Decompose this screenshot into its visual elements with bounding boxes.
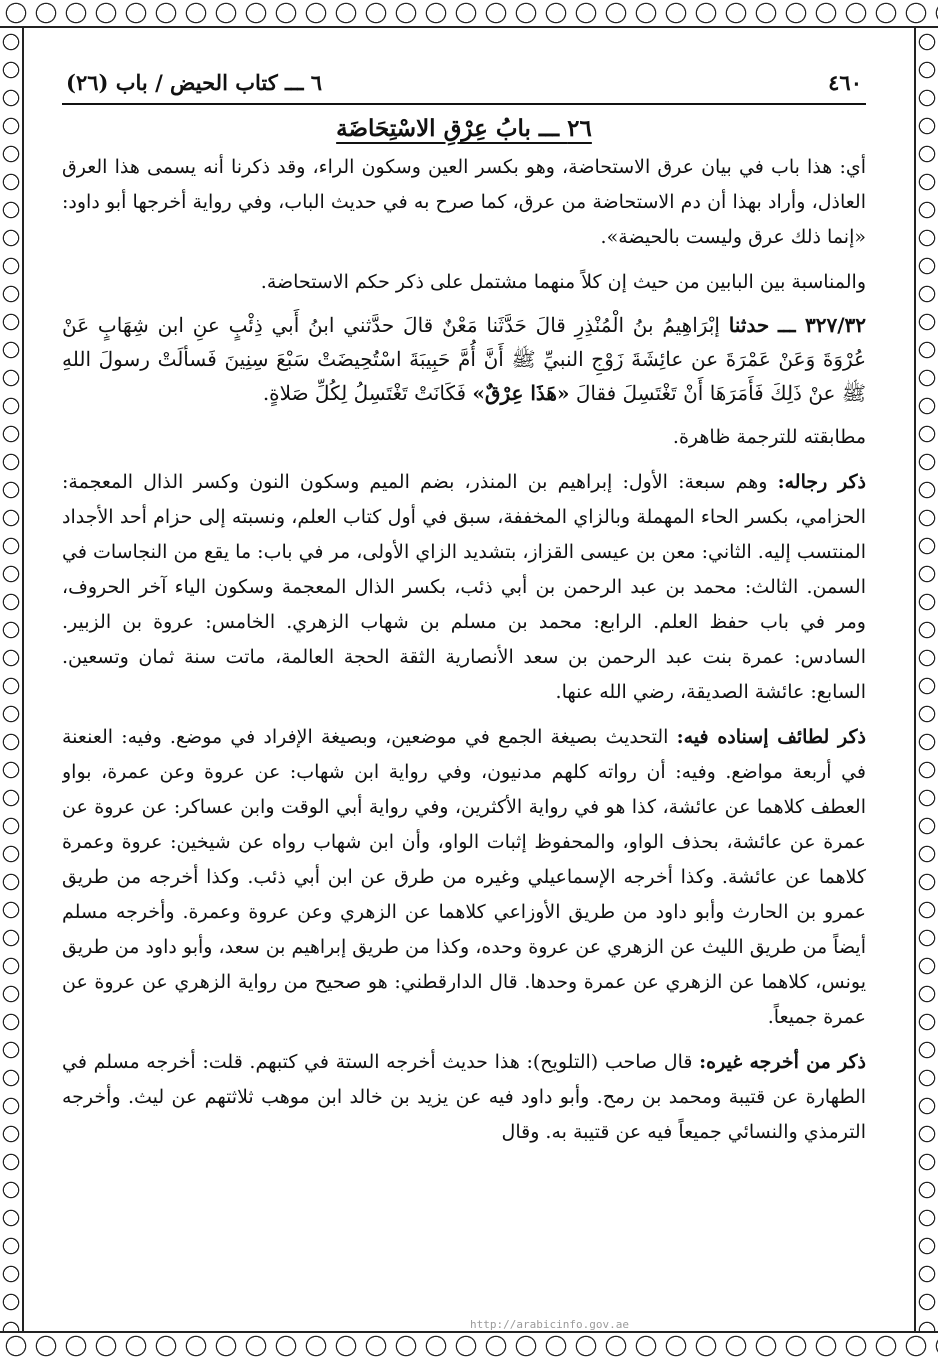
page-number: ٤٦٠ bbox=[828, 70, 862, 95]
lataif-text: التحديث بصيغة الجمع في موضعين، وبصيغة الإفراد في موضع. وفيه: العنعنة في أربعة مواضع. وفيه: أن رواته كلهم مدنيون، وفي رواية ابن شهاب: عن عروة وعن عمرة، بواو العطف كلاهما عن عائشة، كذا هو في رواية الأكثرين، وفي رواية أبي الوقت وابن عساكر: عن عروة عن عمرة عن عائشة، بحذف الواو، والمحفوظ إثبات الواو، وأن ابن شهاب رواه عن شيخين: عروة وعمرة كلاهما عن عائشة. وكذا أخرجه الإسماعيلي وغيره من طرق عن ابن أبي ذئب. وكذا أخرجه من طريق عمرو بن الحارث وأبو داود من طريق الأوزاعي كلاهما عن الزهري وعن عروة وعمرة. وأخرجه مسلم أيضاً من طريق الليث عن الزهري عن عروة وحده، وكذا من طريق إبراهيم بن سعد، وأبو داود من طريق يونس، كلاهما عن الزهري عن عمرة وحدها. قال الدارقطني: هو صحيح من رواية الزهري عن عروة عن عمرة جميعاً. bbox=[62, 726, 866, 1028]
hadith-text bbox=[62, 308, 866, 410]
lataif-heading: ذكر لطائف إسناده فيه: bbox=[676, 726, 866, 748]
correspondence-note: مطابقته للترجمة ظاهرة. bbox=[672, 426, 866, 448]
hadith-quote: «هَذَا عِرْقٌ» bbox=[472, 381, 570, 405]
hadith-number: ٣٢٧/٣٢ ـــ bbox=[778, 313, 866, 337]
bottom-border-ornament bbox=[0, 1331, 938, 1359]
page-body bbox=[62, 64, 866, 1319]
rijal-text: وهم سبعة: الأول: إبراهيم بن المنذر، بضم الميم وسكون النون وكسر الذال المعجمة: الحزامي، بكسر الحاء المهملة وبالزاي المخففة، سبق في أول كتاب العلم، ونسبته إلى حزام أحد الأجداد المنتسب إليه. الثاني: معن بن عيسى القزاز، بتشديد الزاي الأولى، مر في باب: ما يقع من النجاسات في السمن. الثالث: محمد بن عبد الرحمن بن أبي ذئب، بكسر الذال المعجمة وسكون الياء آخر الحروف، ومر في باب حفظ العلم. الرابع: محمد بن مسلم بن شهاب الزهري. الخامس: عروة بن الزبير. السادس: عمرة بنت عبد الرحمن بن سعد الأنصارية الثقة الحجة العالمة، ماتت سنة ثمان وتسعين. السابع: عائشة الصديقة، رضي الله عنها. bbox=[62, 471, 866, 703]
takhrij-section bbox=[62, 1045, 866, 1150]
page-header bbox=[62, 64, 866, 105]
top-border-ornament bbox=[0, 0, 938, 28]
left-border-ornament bbox=[0, 28, 24, 1331]
running-title: ٦ ـــ كتاب الحيض / باب (٢٦) bbox=[66, 70, 323, 95]
hadith-end: فَكَانَتْ تَغْتَسِلُ لِكُلِّ صَلاةٍ. bbox=[262, 381, 473, 405]
rijal-section bbox=[62, 465, 866, 710]
chapter-title: ٢٦ ـــ بابُ عِرْقِ الاسْتِحَاضَة bbox=[336, 115, 592, 142]
takhrij-heading: ذكر من أخرجه غيره: bbox=[699, 1051, 866, 1073]
rijal-heading: ذكر رجاله: bbox=[777, 471, 866, 493]
intro-paragraph-1: أي: هذا باب في بيان عرق الاستحاضة، وهو بكسر العين وسكون الراء، وقد ذكرنا أنه يسمى هذا العرق العاذل، وأراد بهذا أن دم الاستحاضة من عرق، كما صرح به في حديث الباب، وفي رواية أخرجها أبو داود: «إنما ذلك عرق وليست بالحيضة». bbox=[62, 156, 866, 248]
hadith-body: إبْرَاهِيمُ بنُ الْمُنْذِرِ قالَ حَدَّثَنا مَعْنٌ قالَ حدَّثني ابنُ أَبي ذِئْبٍ عنِ ابن شِهَابٍ عَنْ عُرْوَةَ وَعَنْ عَمْرَةَ عن عائِشَةَ زَوْجِ النبيِّ ﷺ أَنَّ أُمَّ حَبِيبَةَ اسْتُحِيضَتْ سَبْعَ سِنِينَ فَسألَتْ رسولَ اللهِ ﷺ عنْ ذَلِكَ فَأَمَرَهَا أَنْ تَغْتَسِلَ فقالَ bbox=[62, 313, 866, 405]
lataif-section bbox=[62, 720, 866, 1035]
right-border-ornament bbox=[914, 28, 938, 1331]
hadith-lead: حدثنا bbox=[728, 313, 770, 337]
takhrij-text: قال صاحب (التلويح): هذا حديث أخرجه الستة في كتبهم. قلت: أخرجه مسلم في الطهارة عن قتيبة ومحمد بن رمح. وأبو داود فيه عن يزيد بن خالد ابن موهب ثلاثتهم عن ليث. وأخرجه الترمذي والنسائي جميعاً فيه عن قتيبة به. وقال bbox=[62, 1051, 866, 1143]
intro-paragraph-2: والمناسبة بين البابين من حيث إن كلاً منهما مشتمل على ذكر حكم الاستحاضة. bbox=[260, 271, 866, 293]
watermark-url: http://arabicinfo.gov.ae bbox=[470, 1318, 629, 1331]
